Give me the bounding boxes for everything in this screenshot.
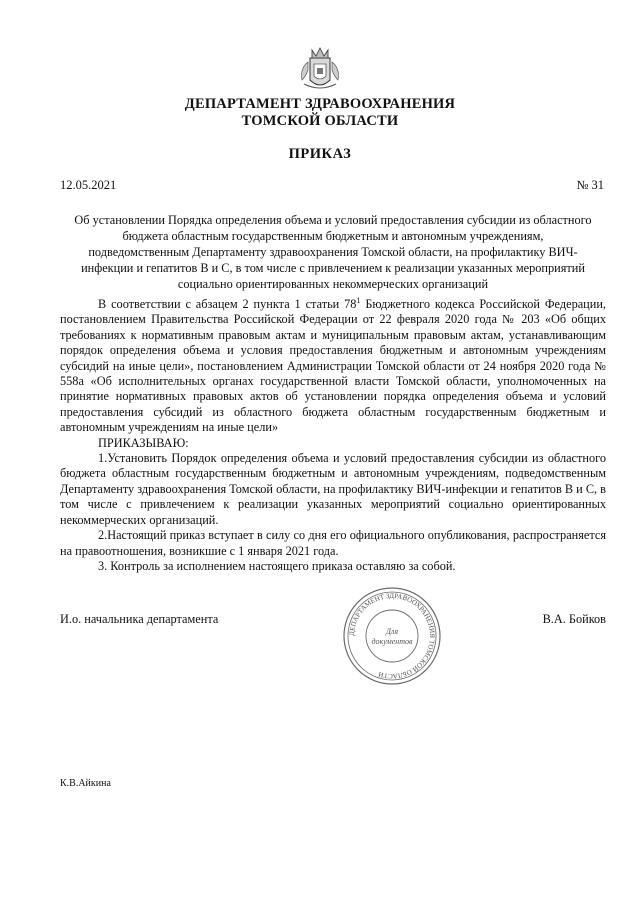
department-name-line2: ТОМСКОЙ ОБЛАСТИ: [241, 113, 399, 129]
signatory-position: И.о. начальника департамента: [60, 612, 219, 626]
stamp-ring-text: ДЕПАРТАМЕНТ ЗДРАВООХРАНЕНИЯ ТОМСКОЙ ОБЛАСТИ: [347, 591, 437, 681]
order-subject: [60, 212, 606, 292]
department-name-line1: ДЕПАРТАМЕНТ ЗДРАВООХРАНЕНИЯ: [184, 96, 456, 112]
order-date: 12.05.2021: [60, 178, 117, 192]
coat-of-arms-emblem: [294, 40, 346, 94]
preamble-paragraph: В соответствии с абзацем 2 пункта 1 статьи $78^1$ Бюджетного кодекса Российской Федерации, постановлением Правительства Российской Федерации от 22 февраля 2020 года № 203 «Об общих требованиях к нормативным правовым актам и муниципальным правовым актам, устанавливающим порядок определения объема и условия предоставления бюджетным и автономным учреждениям субсидий на иные цели», постановлением Администрации Томской области от 24 ноября 2020 года № 558а «Об исполнительных органах государственной власти Томской области, уполномоченных на принятие нормативных правовых актов об установлении порядка определения объема и условий предоставления субсидий из областного бюджета областным государственным бюджетным и автономным учреждениям на иные цели»: [60, 295, 606, 435]
subject-line: социально ориентированных некоммерческих организаций: [177, 277, 489, 291]
official-stamp: [342, 586, 442, 686]
order-number: № 31: [576, 178, 604, 192]
subject-line: подведомственным Департаменту здравоохранения Томской области, на профилактику ВИЧ-: [88, 245, 578, 259]
order-item-1: 1.Установить Порядок определения объема и условий предоставления субсидии из областного бюджета областным государственным бюджетным и автономным учреждениям, подведомственным Департаменту здравоохранения Томской области, на профилактику ВИЧ-инфекции и гепатитов В и С, в том числе с привлечением к реализации указанных мероприятий социально ориентированных некоммерческих организаций.: [60, 451, 606, 527]
subject-line: инфекции и гепатитов В и С, в том числе с привлечением к реализации указанных мероприятий: [81, 261, 585, 275]
signatory-name: В.А. Бойков: [542, 612, 606, 626]
subject-line: бюджета областным государственным бюджетным и автономным учреждениям,: [122, 229, 544, 243]
order-item-3: 3. Контроль за исполнением настоящего приказа оставляю за собой.: [98, 558, 456, 573]
subject-line: Об установлении Порядка определения объема и условий предоставления субсидии из областного: [74, 213, 592, 227]
executor-name: К.В.Айкина: [60, 778, 111, 789]
order-item-2: 2.Настоящий приказ вступает в силу со дня его официального опубликования, распространяется на правоотношения, возникшие с 1 января 2021 года.: [60, 528, 606, 558]
order-body: [60, 297, 606, 574]
stamp-center-text: Для: [385, 627, 399, 636]
order-directive: ПРИКАЗЫВАЮ:: [98, 435, 189, 450]
stamp-center-text: документов: [371, 637, 413, 646]
document-type-title: ПРИКАЗ: [288, 146, 352, 162]
